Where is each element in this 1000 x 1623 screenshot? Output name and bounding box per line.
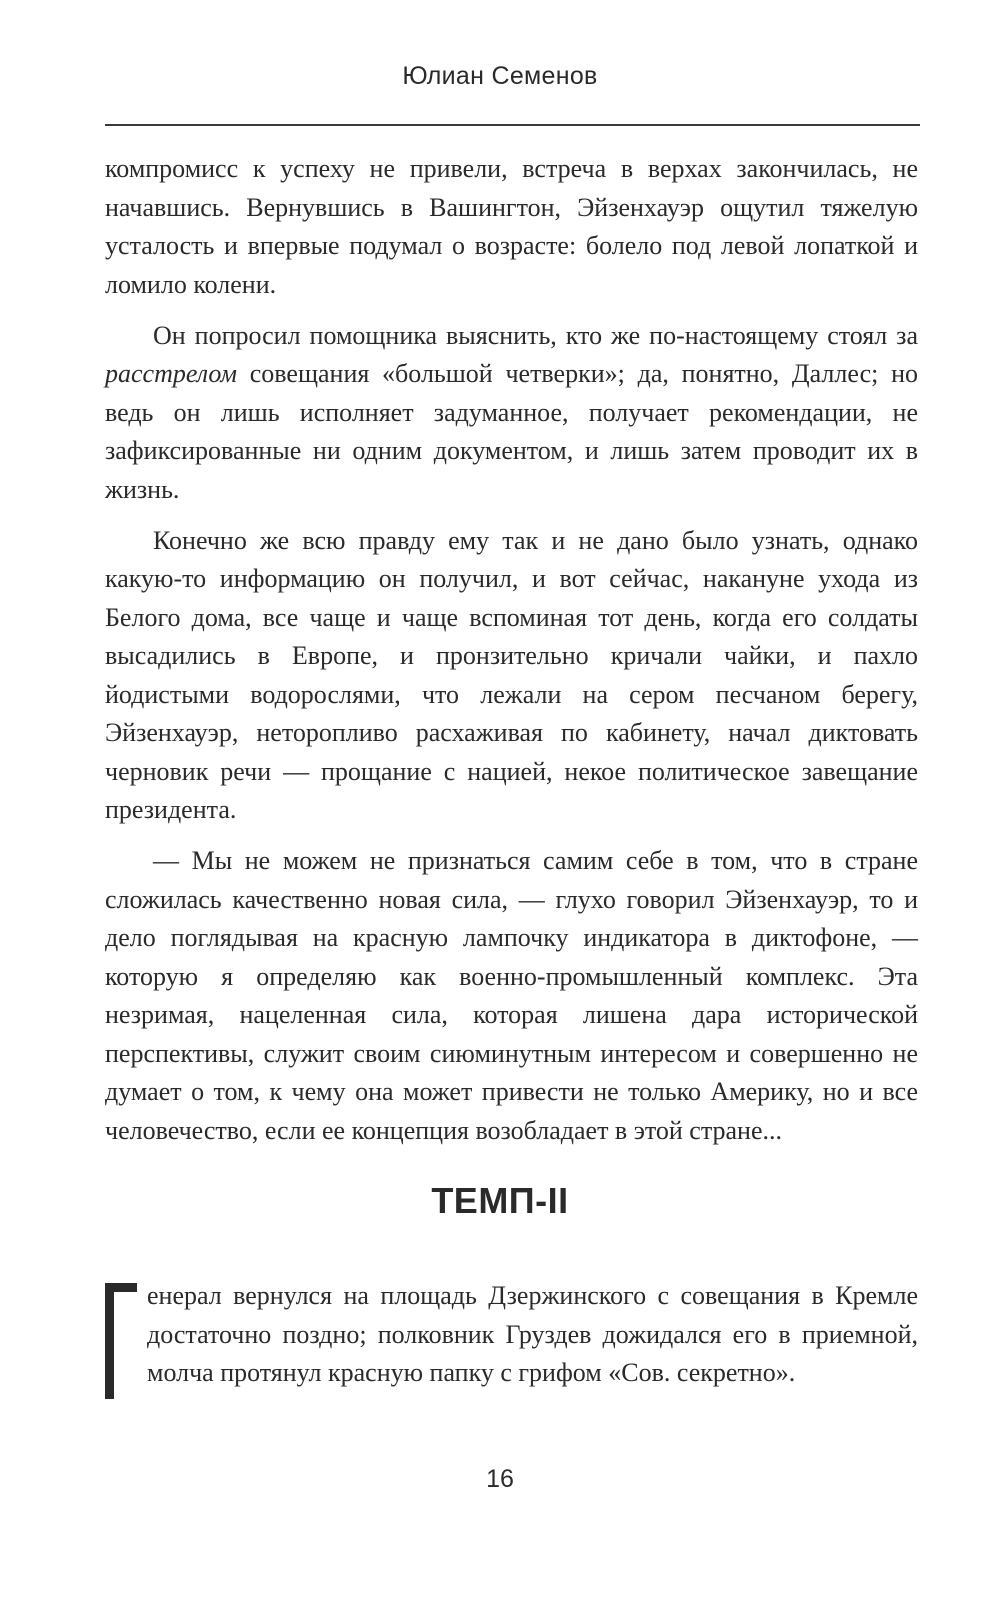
- header-rule: [105, 124, 920, 126]
- chapter-opening-text: енерал вернулся на площадь Дзержинского с совещания в Кремле достаточно поздно; полковник Груздев дожидался его в приемной, молча протянул красную папку с грифом «Сов. секретно».: [147, 1281, 918, 1387]
- chapter-title: ТЕМП-II: [431, 1180, 569, 1221]
- paragraph-2-before: Он попросил помощника выяснить, кто же по-настоящему стоял за: [153, 320, 918, 350]
- paragraph-1: компромисс к успеху не привели, встреча в верхах закончилась, не начавшись. Вернувшись в Вашингтон, Эйзенхауэр ощутил тяжелую усталость и впервые подумал о возрасте: болело под левой лопаткой и ломило колени.: [105, 154, 918, 299]
- paragraph-2-after: совещания «большой четверки»; да, понятно, Даллес; но ведь он лишь исполняет задуманное, получает рекомендации, не зафиксированные ни одним документом, и лишь затем проводит их в жизнь.: [105, 359, 918, 504]
- drop-cap-bar: [105, 1283, 137, 1292]
- paragraph-3: Конечно же всю правду ему так и не дано было узнать, однако какую-то информацию он получил, и вот сейчас, накануне ухода из Белого дома, все чаще и чаще вспоминая тот день, когда его солдаты высадились в Европе, и пронзительно кричали чайки, и пахло йодистыми водорослями, что лежали на сером песчаном берегу, Эйзенхауэр, неторопливо расхаживая по кабинету, начал диктовать черновик речи — прощание с нацией, некое политическое завещание президента.: [105, 525, 918, 824]
- drop-cap-stem: [105, 1283, 114, 1399]
- drop-cap: [105, 1283, 137, 1399]
- paragraph-2: [105, 317, 918, 510]
- running-head-author: Юлиан Семенов: [402, 62, 598, 90]
- page-number: 16: [486, 1465, 514, 1493]
- chapter-opening: [105, 1277, 918, 1399]
- paragraph-4: — Мы не можем не признаться самим себе в том, что в стране сложилась качественно новая сила, — глухо говорил Эйзенхауэр, то и дело поглядывая на красную лампочку индикатора в диктофоне, — которую я определяю как военно-промышленный комплекс. Эта незримая, нацеленная сила, которая лишена дара исторической перспективы, служит своим сиюминутным интересом и совершенно не думает о том, к чему она может привести не только Америку, но и все человечество, если ее концепция возобладает в этой стране...: [105, 846, 918, 1145]
- body-text: [105, 150, 918, 1163]
- paragraph-2-italic: расстрелом: [105, 359, 238, 388]
